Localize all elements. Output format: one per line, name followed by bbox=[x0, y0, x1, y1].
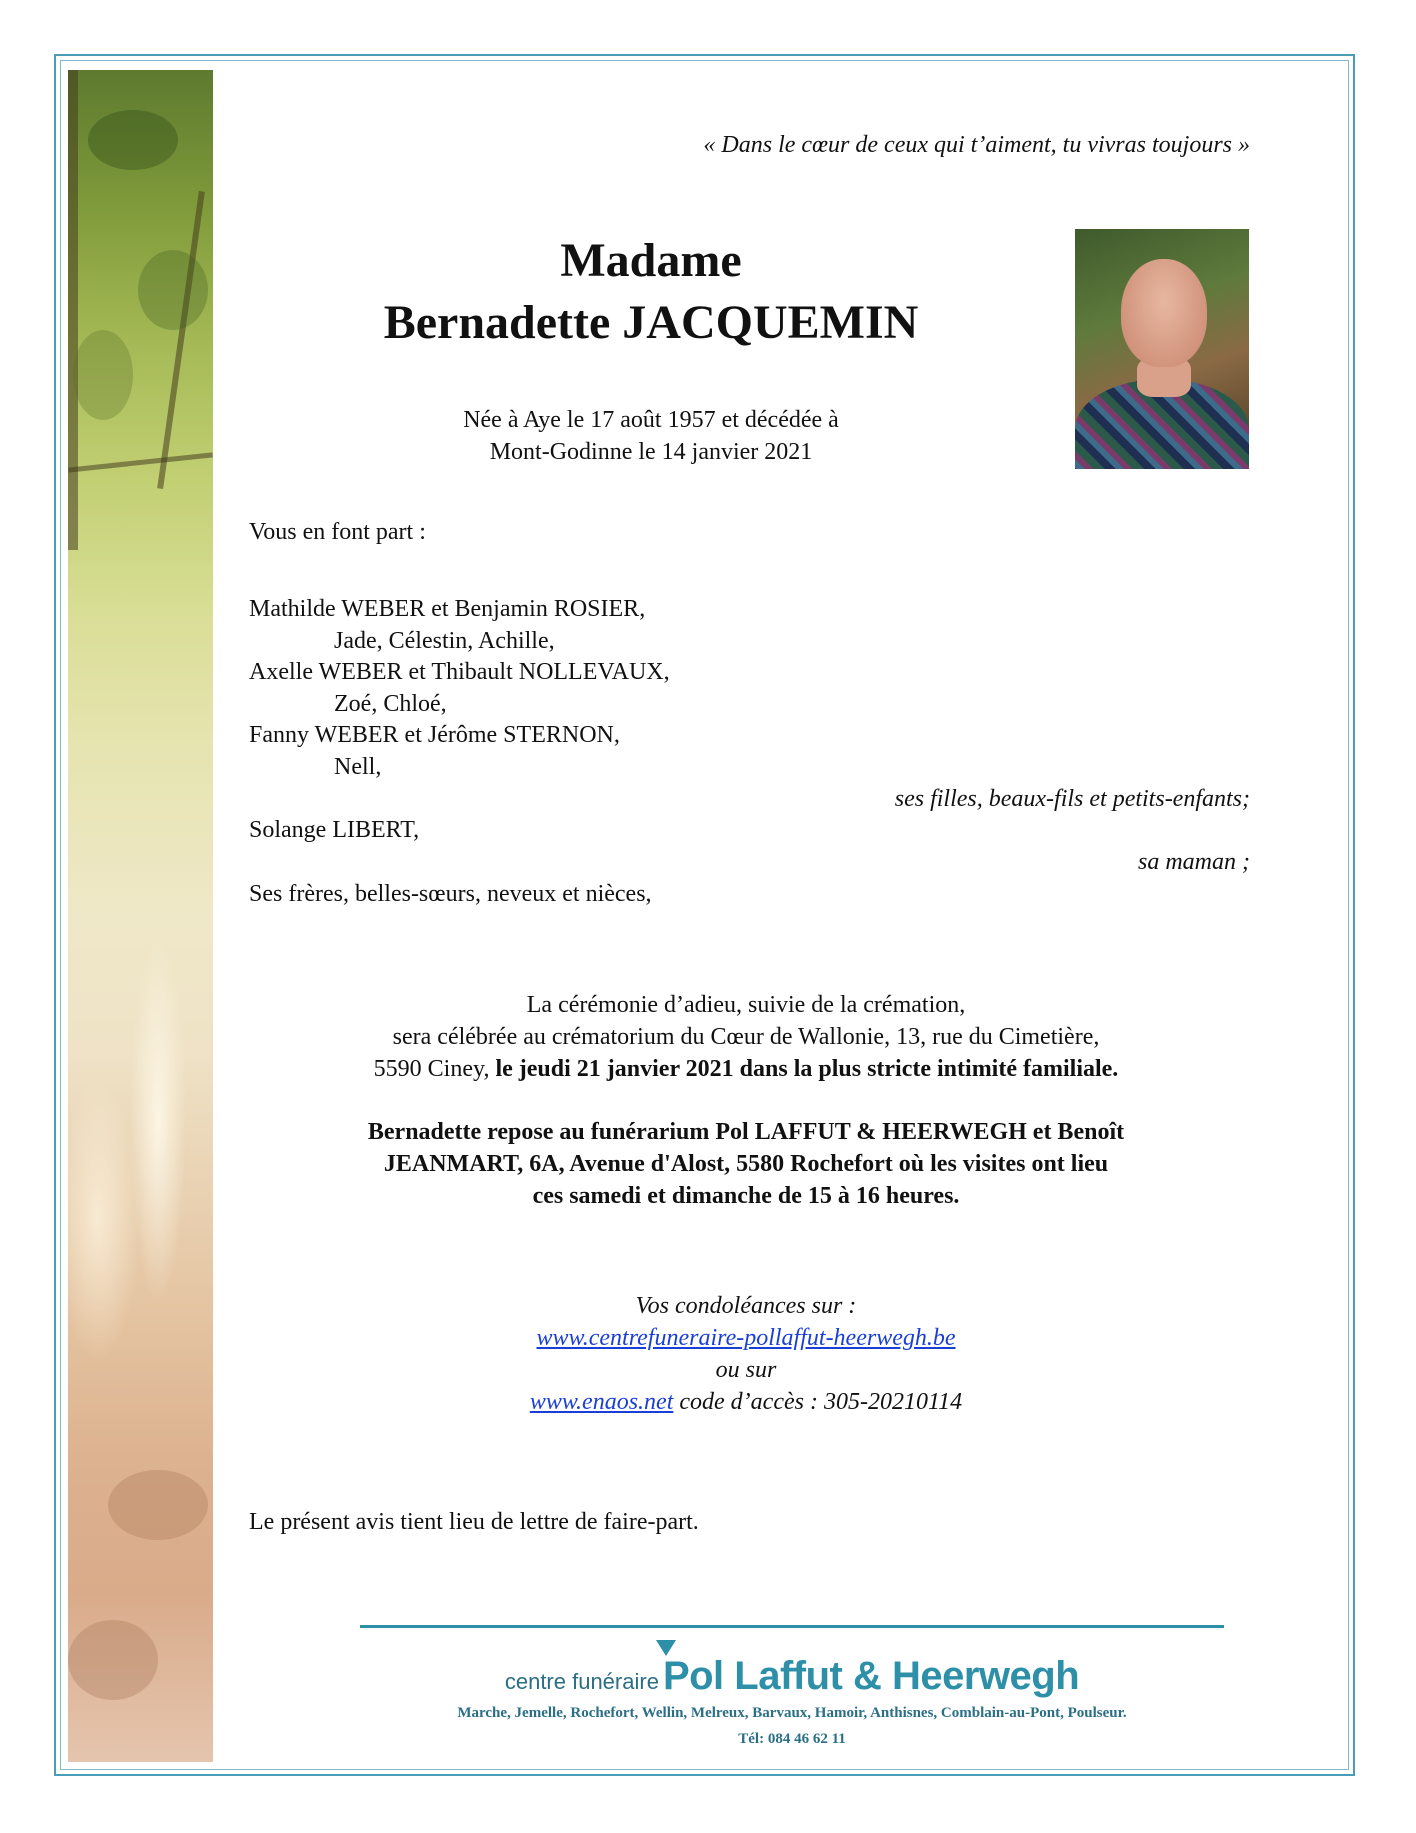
ceremony-line bbox=[249, 1053, 1243, 1085]
ceremony-block bbox=[249, 989, 1243, 1085]
brand-small: centre funéraire bbox=[504, 1669, 659, 1694]
family-relation: sa maman ; bbox=[1138, 849, 1250, 875]
access-code: code d’accès : 305-20210114 bbox=[673, 1389, 963, 1415]
family-line: Fanny WEBER et Jérôme STERNON, bbox=[249, 722, 620, 748]
footer-towns: Marche, Jemelle, Rochefort, Wellin, Melreux, Barvaux, Hamoir, Anthisnes, Comblain-au-Pont, Poulseur. bbox=[457, 1705, 1127, 1721]
visit-line: Bernadette repose au funérarium Pol LAFFUT & HEERWEGH et Benoît bbox=[367, 1119, 1125, 1145]
ceremony-line: La cérémonie d’adieu, suivie de la crémation, bbox=[526, 992, 966, 1018]
visit-line: JEANMART, 6A, Avenue d'Alost, 5580 Rochefort où les visites ont lieu bbox=[383, 1151, 1109, 1177]
family-line: Solange LIBERT, bbox=[249, 817, 420, 843]
intro-text: Vous en font part : bbox=[249, 519, 426, 545]
footer-divider bbox=[360, 1625, 1224, 1628]
deceased-name: Bernadette JACQUEMIN bbox=[383, 296, 919, 349]
condolences-block bbox=[249, 1290, 1243, 1418]
visit-line: ces samedi et dimanche de 15 à 16 heures. bbox=[532, 1183, 960, 1209]
epitaph-quote: « Dans le cœur de ceux qui t’aiment, tu vivras toujours » bbox=[703, 132, 1250, 158]
death-line: Mont-Godinne le 14 janvier 2021 bbox=[489, 439, 813, 465]
family-line: Mathilde WEBER et Benjamin ROSIER, bbox=[249, 596, 646, 622]
condolences-label: Vos condoléances sur : bbox=[635, 1293, 857, 1319]
footer-phone: Tél: 084 46 62 11 bbox=[738, 1731, 846, 1747]
family-line: Axelle WEBER et Thibault NOLLEVAUX, bbox=[249, 659, 670, 685]
side-forest-photo bbox=[68, 70, 213, 1762]
family-line: Jade, Célestin, Achille, bbox=[334, 628, 555, 654]
title-honorific: Madame bbox=[560, 234, 742, 287]
birth-line: Née à Aye le 17 août 1957 et décédée à bbox=[463, 407, 839, 433]
condolences-link-funeral-home[interactable]: www.centrefuneraire-pollaffut-heerwegh.be bbox=[536, 1325, 956, 1351]
visit-block bbox=[249, 1116, 1243, 1212]
birth-death-info bbox=[290, 404, 1012, 468]
condolences-or: ou sur bbox=[715, 1357, 777, 1383]
ceremony-place: 5590 Ciney, bbox=[373, 1056, 496, 1082]
portrait-photo bbox=[1075, 229, 1249, 469]
brand-name: Pol Laffut & Heerwegh bbox=[662, 1654, 1080, 1698]
family-relation: ses filles, beaux-fils et petits-enfants; bbox=[894, 786, 1250, 812]
family-line: Ses frères, belles-sœurs, neveux et nièces, bbox=[249, 881, 652, 907]
condolences-link-enaos[interactable]: www.enaos.net bbox=[529, 1389, 674, 1415]
funeral-home-logo bbox=[360, 1654, 1224, 1699]
ceremony-line: sera célébrée au crématorium du Cœur de Wallonie, 13, rue du Cimetière, bbox=[392, 1024, 1100, 1050]
closing-text: Le présent avis tient lieu de lettre de faire-part. bbox=[249, 1509, 699, 1535]
family-line: Zoé, Chloé, bbox=[334, 691, 447, 717]
family-line: Nell, bbox=[334, 754, 382, 780]
ceremony-date: le jeudi 21 janvier 2021 dans la plus stricte intimité familiale. bbox=[495, 1056, 1119, 1082]
